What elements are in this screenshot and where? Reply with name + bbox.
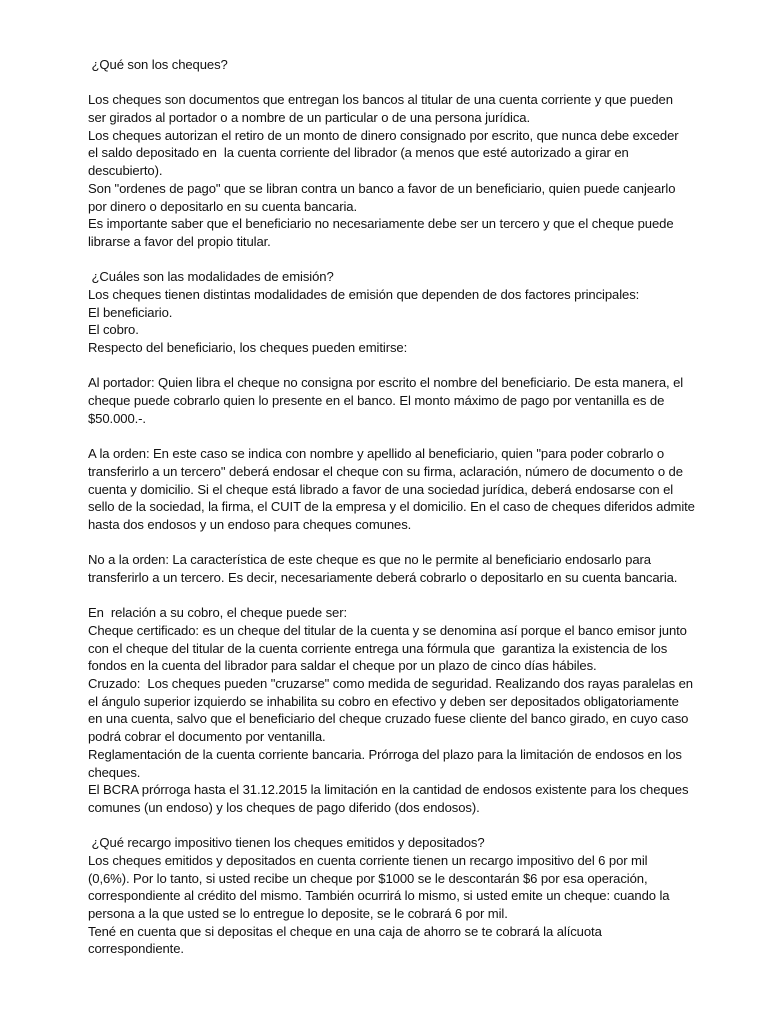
text-line: Tené en cuenta que si depositas el cheque en una caja de ahorro se te cobrará la alícuota xyxy=(88,923,602,939)
text-line: librarse a favor del propio titular. xyxy=(88,233,271,249)
text-line: El beneficiario. xyxy=(88,304,173,320)
text-line: correspondiente al crédito del mismo. También ocurrirá lo mismo, si usted emite un cheque: cuando la xyxy=(88,888,670,904)
text-line: ser girados al portador o a nombre de un particular o de una persona jurídica. xyxy=(88,110,531,126)
text-line: el ángulo superior izquierdo se inhabilita su cobro en efectivo y deben ser depositados obligatoriamente xyxy=(88,693,679,709)
text-line: podrá cobrar el documento por ventanilla. xyxy=(88,729,326,745)
section-title-recargo: ¿Qué recargo impositivo tienen los cheques emitidos y depositados? xyxy=(88,835,485,851)
text-line: Son "ordenes de pago" que se libran contra un banco a favor de un beneficiario, quien puede canjearlo xyxy=(88,180,676,196)
text-line: por dinero o depositarlo en su cuenta bancaria. xyxy=(88,198,357,214)
blank-line xyxy=(88,587,698,605)
text-line: en una cuenta, salvo que el beneficiario del cheque cruzado fuese cliente del banco girado, en cuyo caso xyxy=(88,711,689,727)
blank-line xyxy=(88,817,698,835)
text-line: Respecto del beneficiario, los cheques pueden emitirse: xyxy=(88,340,408,355)
text-line: Los cheques emitidos y depositados en cuenta corriente tienen un recargo impositivo del 6 por mil xyxy=(88,852,648,868)
text-line: Reglamentación de la cuenta corriente bancaria. Prórroga del plazo para la limitación de endosos en los xyxy=(88,746,682,762)
text-line: A la orden: En este caso se indica con nombre y apellido al beneficiario, quien "para poder cobrarlo o xyxy=(88,446,665,462)
paragraph-intro xyxy=(88,91,698,250)
text-line: Cruzado: Los cheques pueden "cruzarse" como medida de seguridad. Realizando dos rayas paralelas en xyxy=(88,676,693,692)
text-line: (0,6%). Por lo tanto, si usted recibe un cheque por $1000 se le descontarán $6 por esa operación, xyxy=(88,870,648,886)
text-line: con el cheque del titular de la cuenta corriente entrega una fórmula que garantiza la existencia de los xyxy=(88,640,668,656)
section-title-que-son: ¿Qué son los cheques? xyxy=(88,57,228,72)
paragraph-a-la-orden xyxy=(88,445,698,533)
text-line: Los cheques tienen distintas modalidades de emisión que dependen de dos factores principales: xyxy=(88,286,640,302)
text-line: cheques. xyxy=(88,764,141,780)
text-line: Los cheques son documentos que entregan los bancos al titular de una cuenta corriente y que pueden xyxy=(88,92,673,108)
text-line: fondos en la cuenta del librador para saldar el cheque por un plazo de cinco días hábiles. xyxy=(88,658,597,674)
paragraph-modalidades xyxy=(88,286,698,357)
paragraph-cobro xyxy=(88,604,698,816)
blank-line xyxy=(88,251,698,269)
text-line: No a la orden: La característica de este cheque es que no le permite al beneficiario endosarlo para xyxy=(88,552,651,568)
text-line: cuenta y domicilio. Si el cheque está librado a favor de una sociedad jurídica, deberá endosarse con el xyxy=(88,481,674,497)
text-line: persona a la que usted se lo entregue lo deposite, se le cobrará 6 por mil. xyxy=(88,906,508,921)
text-line: hasta dos endosos y un endoso para cheques comunes. xyxy=(88,516,412,532)
text-line: el saldo depositado en la cuenta corriente del librador (a menos que esté autorizado a girar en xyxy=(88,145,629,161)
paragraph-recargo xyxy=(88,852,698,958)
blank-line xyxy=(88,74,698,92)
blank-line xyxy=(88,357,698,375)
text-line: descubierto). xyxy=(88,163,163,179)
text-line: sello de la sociedad, la firma, el CUIT de la empresa y el domicilio. En el caso de cheques diferidos admite xyxy=(88,499,695,515)
paragraph-al-portador xyxy=(88,374,698,427)
text-line: cheque puede cobrarlo quien lo presente en el banco. El monto máximo de pago por ventanilla es de xyxy=(88,393,665,409)
blank-line xyxy=(88,534,698,552)
text-line: transferirlo a un tercero. Es decir, necesariamente deberá cobrarlo o depositarlo en su cuenta bancaria. xyxy=(88,569,678,585)
paragraph-no-a-la-orden xyxy=(88,551,698,586)
text-line: Es importante saber que el beneficiario no necesariamente debe ser un tercero y que el cheque puede xyxy=(88,216,674,232)
section-title-modalidades: ¿Cuáles son las modalidades de emisión? xyxy=(88,269,334,285)
text-line: Los cheques autorizan el retiro de un monto de dinero consignado por escrito, que nunca debe exceder xyxy=(88,127,679,143)
blank-line xyxy=(88,427,698,445)
text-line: transferirlo a un tercero" deberá endosar el cheque con su firma, aclaración, número de documento o de xyxy=(88,463,683,479)
text-line: comunes (un endoso) y los cheques de pago diferido (dos endosos). xyxy=(88,799,480,815)
text-line: correspondiente. xyxy=(88,941,184,957)
text-line: Al portador: Quien libra el cheque no consigna por escrito el nombre del beneficiario. De esta manera, el xyxy=(88,375,684,391)
text-line: En relación a su cobro, el cheque puede ser: xyxy=(88,605,347,621)
text-line: El BCRA prórroga hasta el 31.12.2015 la limitación en la cantidad de endosos existente para los cheques xyxy=(88,782,689,798)
text-line: Cheque certificado: es un cheque del titular de la cuenta y se denomina así porque el banco emisor junto xyxy=(88,623,687,638)
text-line: $50.000.-. xyxy=(88,410,146,426)
text-line: El cobro. xyxy=(88,322,139,338)
